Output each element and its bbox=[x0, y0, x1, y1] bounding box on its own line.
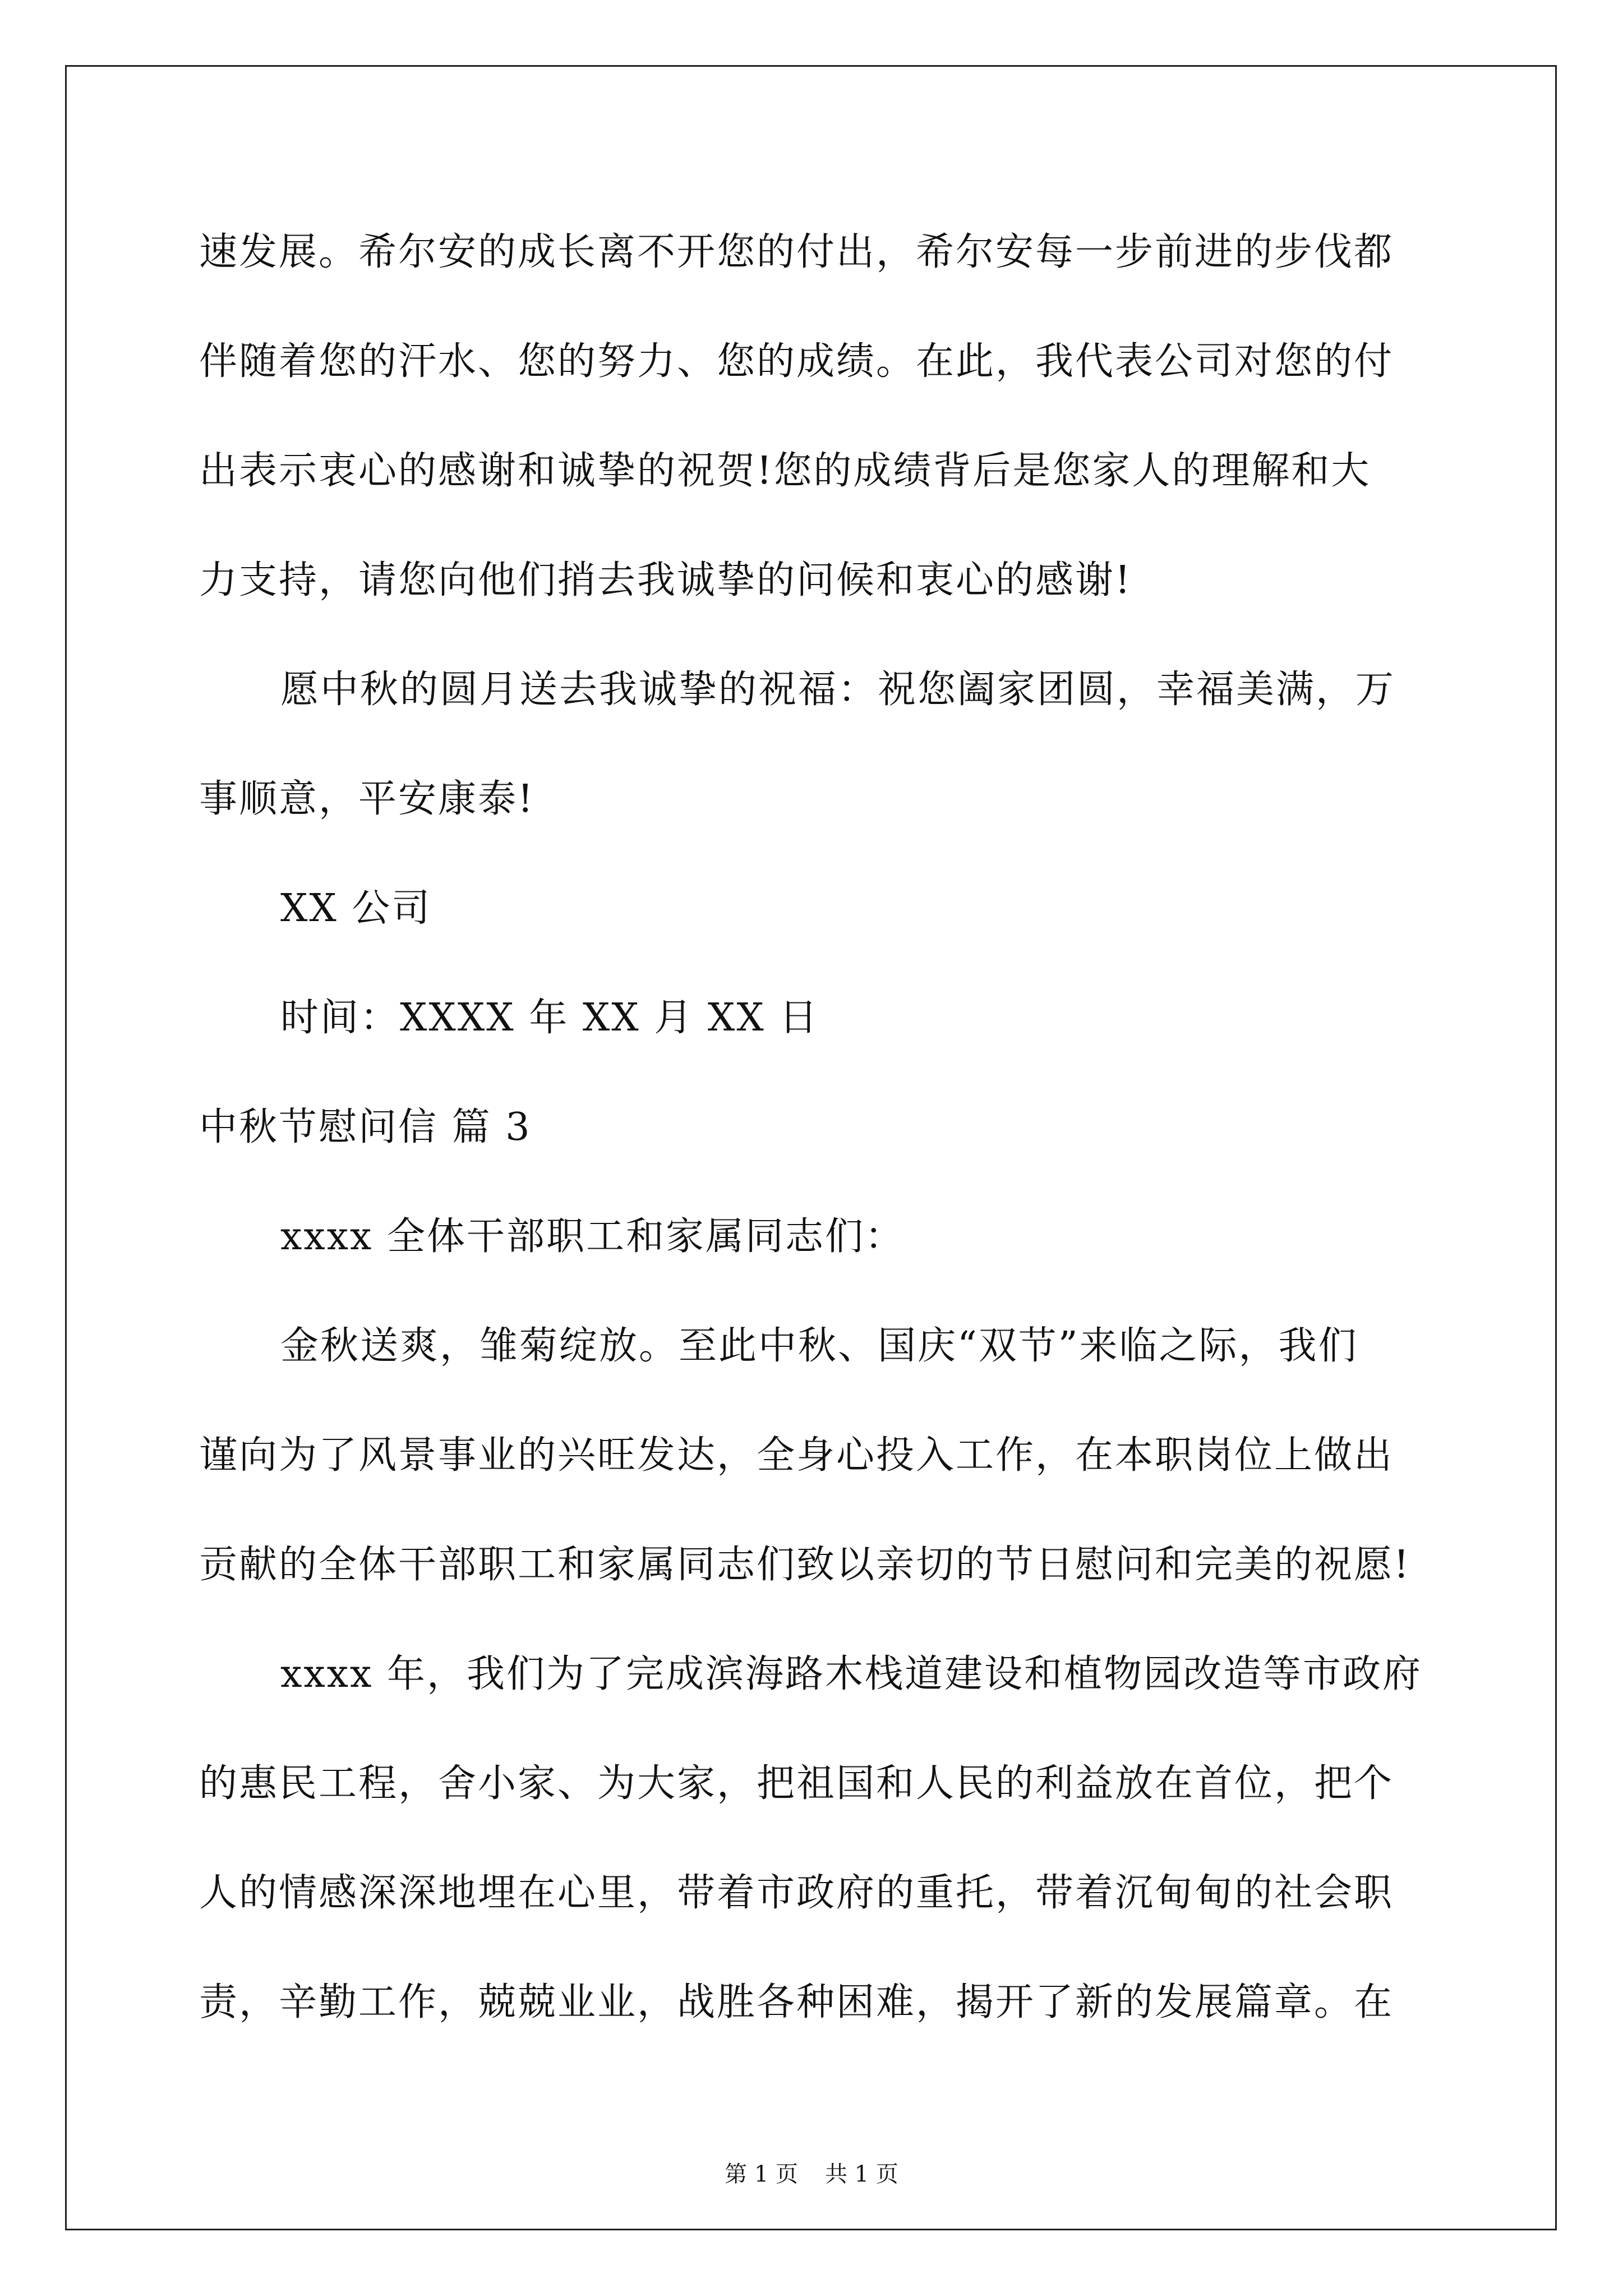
body-line-15: 的惠民工程，舍小家、为大家，把祖国和人民的利益放在首位，把个 bbox=[199, 1761, 1394, 1806]
body-line-3: 出表示衷心的感谢和诚挚的祝贺!您的成绩背后是您家人的理解和大 bbox=[199, 449, 1371, 493]
company-signature: XX 公司 bbox=[280, 886, 432, 931]
body-line-2: 伴随着您的汗水、您的努力、您的成绩。在此，我代表公司对您的付 bbox=[199, 339, 1394, 384]
body-line-16: 人的情感深深地埋在心里，带着市政府的重托，带着沉甸甸的社会职 bbox=[199, 1871, 1394, 1915]
body-line-17: 责，辛勤工作，兢兢业业，战胜各种困难，揭开了新的发展篇章。在 bbox=[199, 1980, 1394, 2024]
body-line-4: 力支持，请您向他们捎去我诚挚的问候和衷心的感谢! bbox=[199, 558, 1132, 602]
salutation: xxxx 全体干部职工和家属同志们： bbox=[280, 1214, 905, 1259]
date-line: 时间：XXXX 年 XX 月 XX 日 bbox=[280, 996, 819, 1040]
page-number: 第 1 页 bbox=[725, 2161, 798, 2187]
body-line-1: 速发展。希尔安的成长离不开您的付出，希尔安每一步前进的步伐都 bbox=[199, 230, 1394, 274]
section-title: 中秋节慰问信 篇 3 bbox=[199, 1105, 532, 1149]
body-line-6: 事顺意，平安康泰! bbox=[199, 777, 535, 821]
body-line-12: 谨向为了风景事业的兴旺发达，全身心投入工作，在本职岗位上做出 bbox=[199, 1433, 1394, 1478]
body-line-13: 贡献的全体干部职工和家属同志们致以亲切的节日慰问和完美的祝愿! bbox=[199, 1543, 1411, 1587]
body-line-5: 愿中秋的圆月送去我诚挚的祝福：祝您阖家团圆，幸福美满，万 bbox=[280, 668, 1396, 712]
page-footer bbox=[0, 2159, 1623, 2190]
page-total: 共 1 页 bbox=[825, 2161, 898, 2187]
body-line-14: xxxx 年，我们为了完成滨海路木栈道建设和植物园改造等市政府 bbox=[280, 1652, 1423, 1696]
body-line-11: 金秋送爽，雏菊绽放。至此中秋、国庆“双节”来临之际，我们 bbox=[280, 1324, 1358, 1368]
